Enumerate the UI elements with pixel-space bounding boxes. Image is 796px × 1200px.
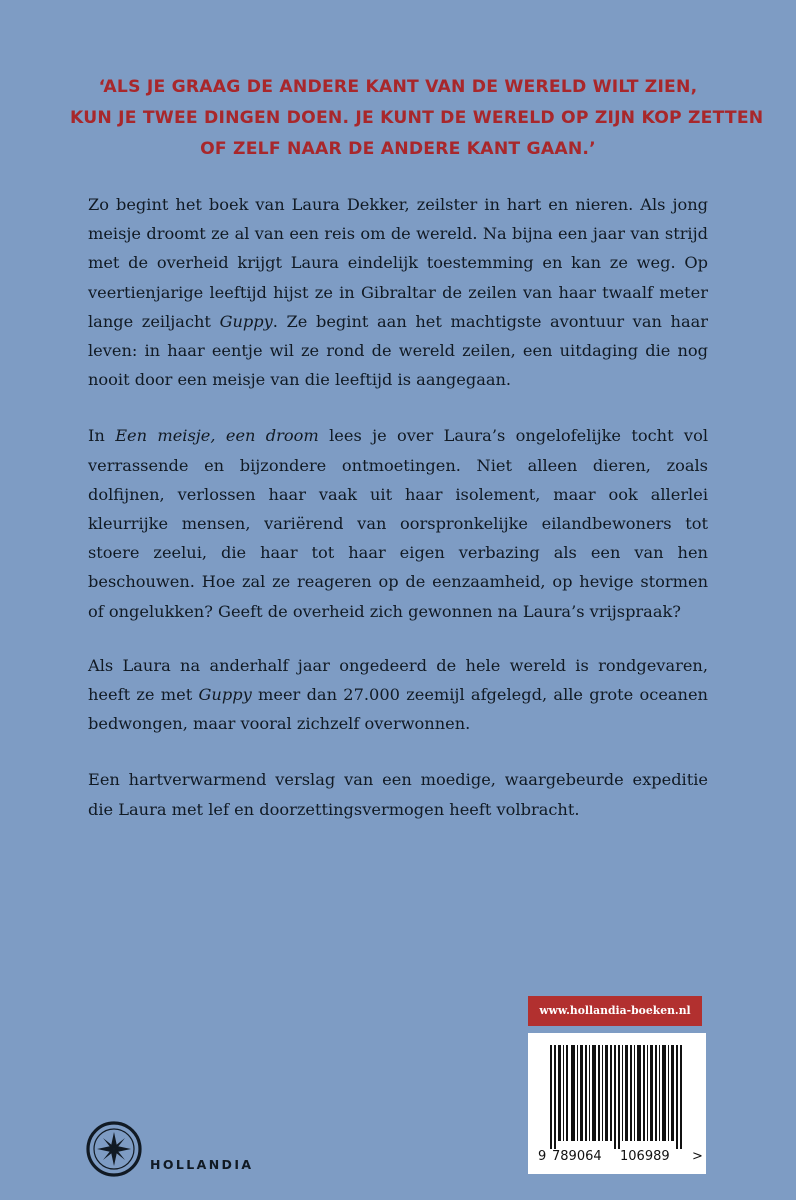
website-badge[interactable]: www.hollandia-boeken.nl bbox=[528, 996, 702, 1026]
publisher-logo-text: HOLLANDIA bbox=[150, 1157, 254, 1172]
boat-name: Guppy bbox=[219, 311, 273, 331]
blurb-paragraph-4: Een hartverwarmend verslag van een moedige, waargebeurde expeditie die Laura met lef en doorzettingsvermogen heeft volbracht. bbox=[88, 770, 708, 819]
isbn-digits: 9 789064 106989 > bbox=[538, 1149, 703, 1164]
blurb-paragraph-3: Als Laura na anderhalf jaar ongedeerd de hele wereld is rondgevaren, heeft ze met Guppy meer dan 27.000 zeemijl afgelegd, alle grote oceanen bedwongen, maar vooral zichzelf overwonnen. bbox=[88, 655, 708, 734]
cover-quote bbox=[70, 72, 764, 165]
blurb-text bbox=[88, 190, 708, 851]
quote-line-3: OF ZELF NAAR DE ANDERE KANT GAAN.’ bbox=[200, 139, 596, 159]
compass-rose-icon bbox=[85, 1120, 143, 1178]
barcode bbox=[528, 1033, 706, 1174]
blurb-paragraph-1: Zo begint het boek van Laura Dekker, zeilster in hart en nieren. Als jong meisje droomt ze al van een reis om de wereld. Na bijna een jaar van strijd met de overheid krijgt Laura eindelijk toestemming en kan ze weg. Op veertienjarige leeftijd hijst ze in Gibraltar de zeilen van haar twaalf meter lange zeiljacht Guppy. Ze begint aan het machtigste avontuur van haar leven: in haar eentje wil ze rond de wereld zeilen, een uitdaging die nog nooit door een meisje van die leeftijd is aangegaan. bbox=[88, 195, 708, 390]
quote-line-2: KUN JE TWEE DINGEN DOEN. JE KUNT DE WERELD OP ZIJN KOP ZETTEN bbox=[70, 108, 764, 128]
book-title: Een meisje, een droom bbox=[115, 426, 319, 446]
boat-name: Guppy bbox=[198, 685, 252, 705]
barcode-bars bbox=[550, 1045, 684, 1149]
quote-line-1: ‘ALS JE GRAAG DE ANDERE KANT VAN DE WERELD WILT ZIEN, bbox=[98, 77, 698, 97]
blurb-paragraph-2: In Een meisje, een droom lees je over Laura’s ongelofelijke tocht vol verrassende en bijzondere ontmoetingen. Niet alleen dieren, zoals dolfijnen, verlossen haar vaak uit haar isolement, maar ook allerlei kleurrijke mensen, variërend van oorspronkelijke eilandbewoners tot stoere zeelui, die haar tot haar eigen verbazing als een van hen beschouwen. Hoe zal ze reageren op de eenzaamheid, op hevige stormen of ongelukken? Geeft de overheid zich gewonnen na Laura’s vrijspraak? bbox=[88, 426, 708, 621]
